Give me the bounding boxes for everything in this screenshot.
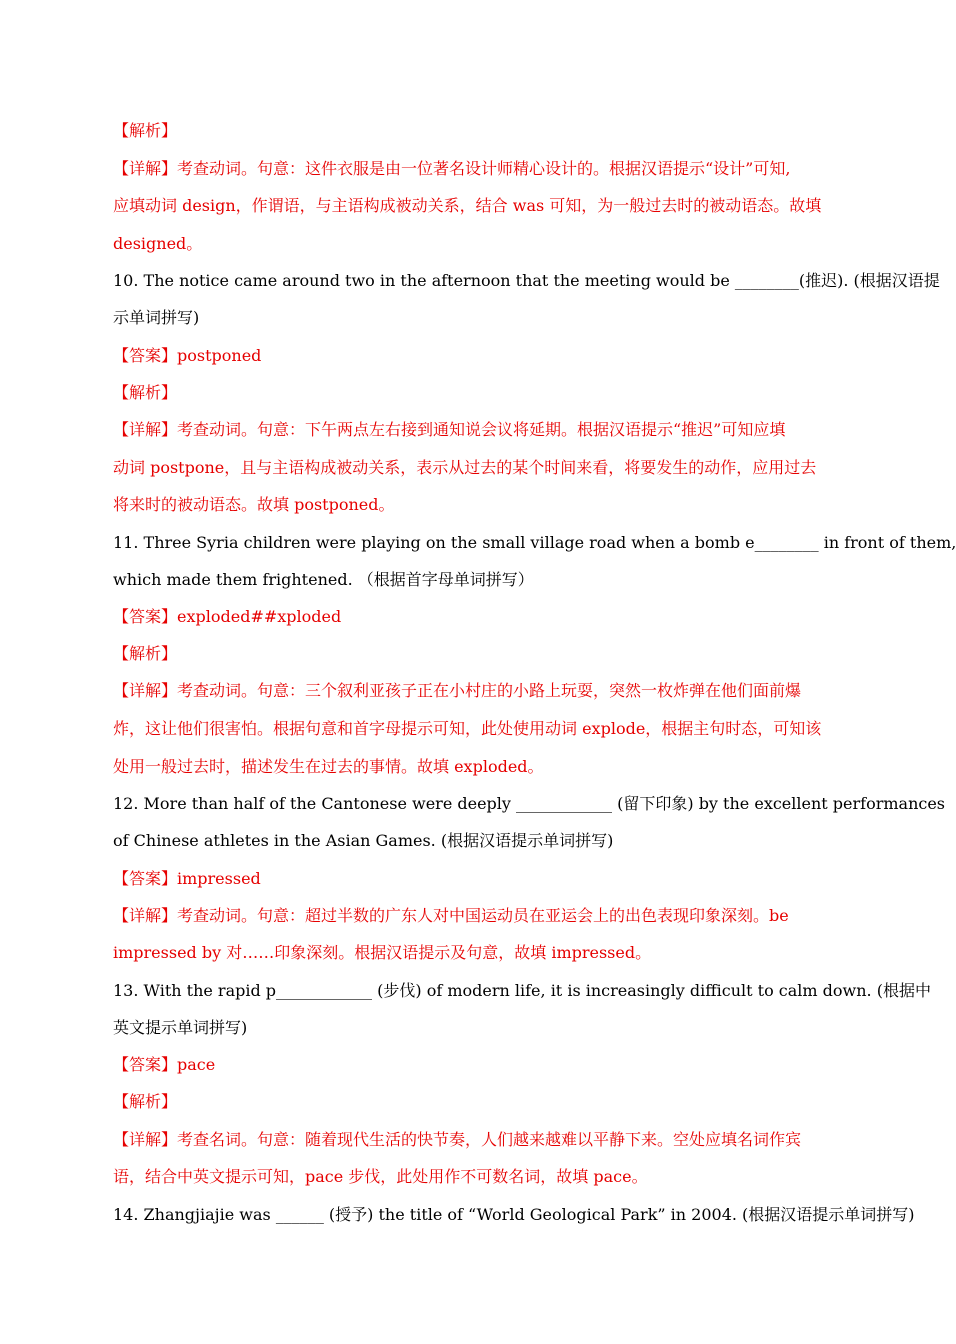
explanation-text: 动词 postpone，且与主语构成被动关系，表示从过去的某个时间来看，将要发生的动作，应用过去 bbox=[113, 458, 817, 477]
explanation-text: designed。 bbox=[113, 234, 203, 253]
question-text: 11. Three Syria children were playing on the small village road when a bomb e________ in front of them, bbox=[113, 533, 956, 552]
question-text: 示单词拼写) bbox=[113, 308, 200, 327]
explanation-text: 应填动词 design，作谓语，与主语构成被动关系，结合 was 可知，为一般过去时的被动语态。故填 bbox=[113, 196, 822, 215]
explanation-text: 处用一般过去时，描述发生在过去的事情。故填 exploded。 bbox=[113, 757, 544, 776]
analysis-heading: 【解析】 bbox=[113, 383, 178, 402]
analysis-heading: 【解析】 bbox=[113, 1092, 178, 1111]
answer-text: 【答案】exploded##xploded bbox=[113, 607, 342, 626]
question-text: of Chinese athletes in the Asian Games. (根据汉语提示单词拼写) bbox=[113, 831, 614, 850]
explanation-text: 炸，这让他们很害怕。根据句意和首字母提示可知，此处使用动词 explode，根据主句时态，可知该 bbox=[113, 719, 822, 738]
answer-text: 【答案】pace bbox=[113, 1055, 216, 1074]
answer-text: 【答案】impressed bbox=[113, 869, 261, 888]
question-text: which made them frightened. （根据首字母单词拼写） bbox=[113, 570, 534, 589]
explanation-text: 【详解】考查动词。句意：超过半数的广东人对中国运动员在亚运会上的出色表现印象深刻。be bbox=[113, 906, 789, 925]
explanation-text: 将来时的被动语态。故填 postponed。 bbox=[113, 495, 395, 514]
question-text: 14. Zhangjiajie was ______ (授予) the title of “World Geological Park” in 2004. (根据汉语提示单词拼写) bbox=[113, 1205, 915, 1224]
explanation-text: 【详解】考查名词。句意：随着现代生活的快节奏，人们越来越难以平静下来。空处应填名词作宾 bbox=[113, 1130, 802, 1149]
question-text: 13. With the rapid p____________ (步伐) of modern life, it is increasingly difficult to calm down. (根据中 bbox=[113, 981, 931, 1000]
analysis-heading: 【解析】 bbox=[113, 121, 178, 140]
question-text: 英文提示单词拼写) bbox=[113, 1018, 248, 1037]
explanation-text: 【详解】考查动词。句意：三个叙利亚孩子正在小村庄的小路上玩耍，突然一枚炸弹在他们面前爆 bbox=[113, 681, 802, 700]
question-text: 12. More than half of the Cantonese were deeply ____________ (留下印象) by the excellent performances bbox=[113, 794, 946, 813]
analysis-heading: 【解析】 bbox=[113, 644, 178, 663]
answer-text: 【答案】postponed bbox=[113, 346, 262, 365]
explanation-text: impressed by 对……印象深刻。根据汉语提示及句意，故填 impressed。 bbox=[113, 943, 652, 962]
explanation-text: 【详解】考查动词。句意：这件衣服是由一位著名设计师精心设计的。根据汉语提示“设计”可知, bbox=[113, 159, 791, 178]
explanation-text: 【详解】考查动词。句意：下午两点左右接到通知说会议将延期。根据汉语提示“推迟”可知应填 bbox=[113, 420, 786, 439]
question-text: 10. The notice came around two in the afternoon that the meeting would be ________(推迟). (根据汉语提 bbox=[113, 271, 940, 290]
explanation-text: 语，结合中英文提示可知，pace 步伐，此处用作不可数名词，故填 pace。 bbox=[113, 1167, 648, 1186]
